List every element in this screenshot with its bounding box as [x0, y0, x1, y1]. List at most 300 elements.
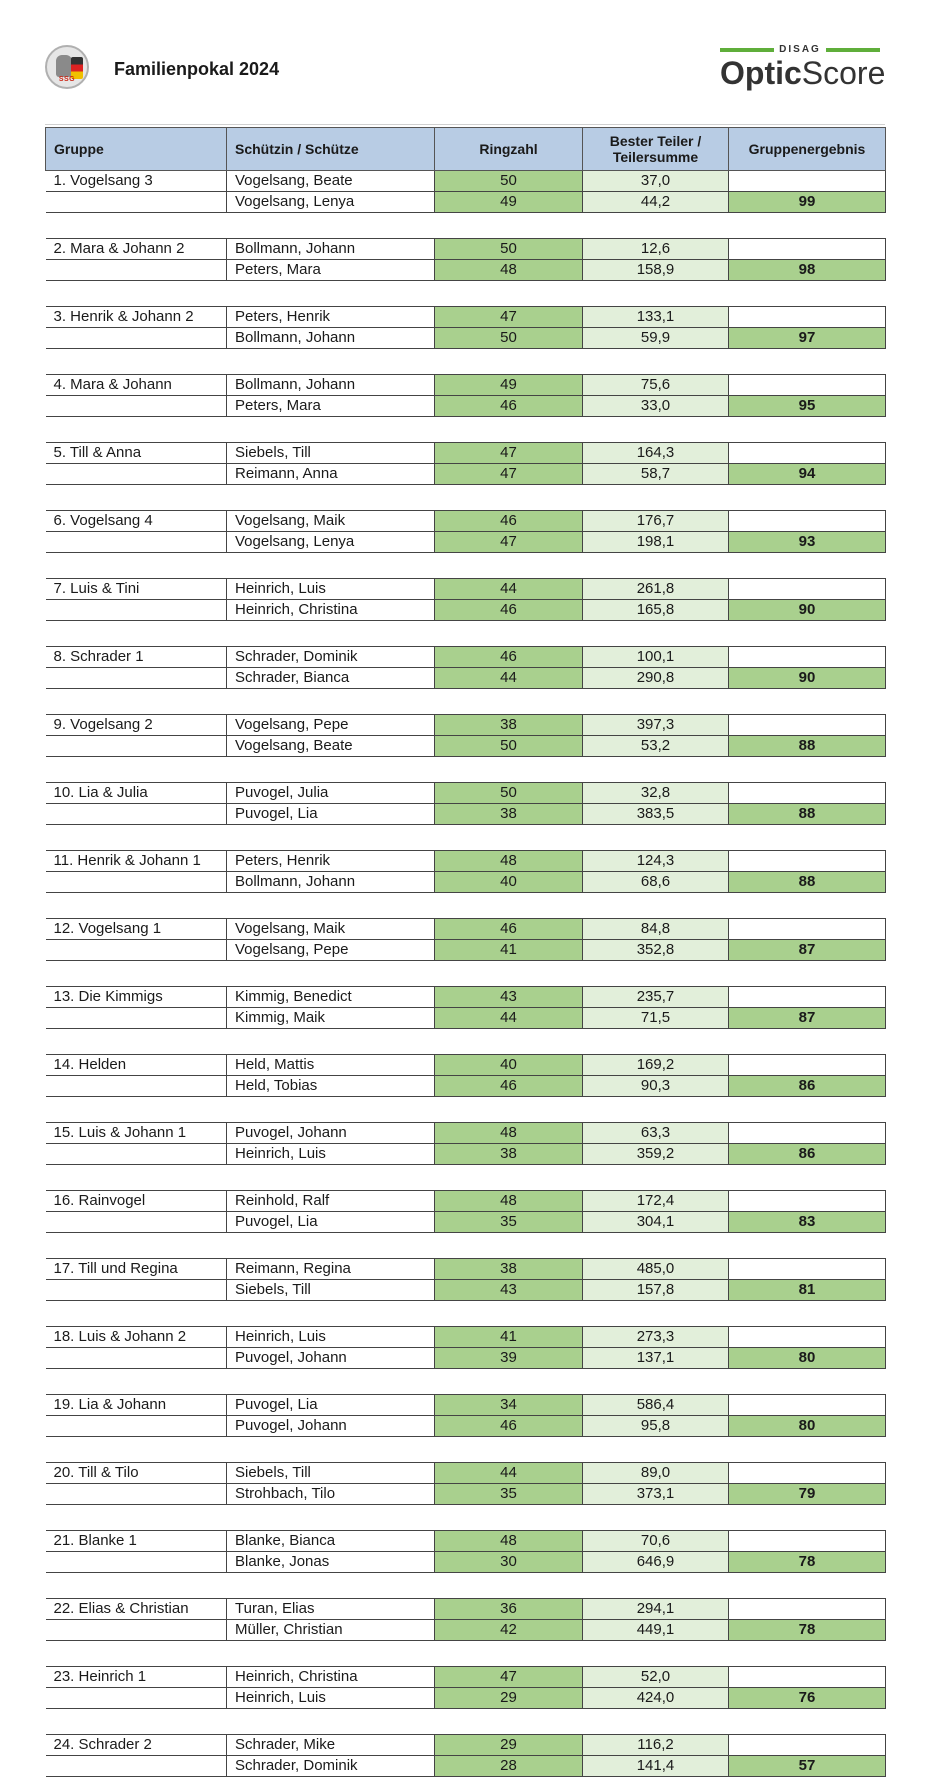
group-name-cell	[46, 192, 227, 213]
table-row	[46, 260, 886, 281]
teiler-cell: 84,8	[583, 919, 729, 940]
teiler-cell: 169,2	[583, 1055, 729, 1076]
table-row	[46, 783, 886, 804]
group-name-cell	[46, 532, 227, 553]
group-result-cell	[729, 443, 886, 464]
teiler-cell: 449,1	[583, 1620, 729, 1641]
group-result-cell	[729, 919, 886, 940]
group-name-cell	[46, 1212, 227, 1233]
group-result-cell: 78	[729, 1552, 886, 1573]
group-name-cell	[46, 1144, 227, 1165]
group-name-cell: 3. Henrik & Johann 2	[46, 307, 227, 328]
shooter-name-cell: Peters, Mara	[227, 260, 435, 281]
group-spacer-cell	[46, 417, 886, 443]
group-name-cell	[46, 1076, 227, 1097]
ringzahl-cell: 35	[435, 1484, 583, 1505]
shooter-name-cell: Reimann, Regina	[227, 1259, 435, 1280]
group-result-cell: 97	[729, 328, 886, 349]
group-name-cell: 16. Rainvogel	[46, 1191, 227, 1212]
table-row	[46, 532, 886, 553]
ringzahl-cell: 44	[435, 668, 583, 689]
group-result-cell: 94	[729, 464, 886, 485]
group-result-cell: 86	[729, 1144, 886, 1165]
table-row	[46, 1055, 886, 1076]
table-row	[46, 940, 886, 961]
group-name-cell: 8. Schrader 1	[46, 647, 227, 668]
ringzahl-cell: 48	[435, 260, 583, 281]
group-name-cell: 2. Mara & Johann 2	[46, 239, 227, 260]
ringzahl-cell: 38	[435, 1144, 583, 1165]
group-spacer-cell	[46, 349, 886, 375]
shooter-name-cell: Müller, Christian	[227, 1620, 435, 1641]
header-divider	[45, 124, 885, 125]
shooter-name-cell: Vogelsang, Beate	[227, 736, 435, 757]
group-spacer	[46, 1097, 886, 1123]
group-result-cell: 88	[729, 804, 886, 825]
group-result-cell: 87	[729, 1008, 886, 1029]
group-result-cell: 88	[729, 872, 886, 893]
ringzahl-cell: 44	[435, 1463, 583, 1484]
group-name-cell: 20. Till & Tilo	[46, 1463, 227, 1484]
shooter-name-cell: Vogelsang, Lenya	[227, 532, 435, 553]
shooter-name-cell: Held, Mattis	[227, 1055, 435, 1076]
table-row	[46, 1735, 886, 1756]
table-row	[46, 851, 886, 872]
teiler-cell: 124,3	[583, 851, 729, 872]
group-result-cell: 81	[729, 1280, 886, 1301]
results-table	[45, 127, 886, 1777]
teiler-cell: 53,2	[583, 736, 729, 757]
shooter-name-cell: Bollmann, Johann	[227, 328, 435, 349]
ringzahl-cell: 35	[435, 1212, 583, 1233]
ringzahl-cell: 50	[435, 328, 583, 349]
group-result-cell: 79	[729, 1484, 886, 1505]
group-spacer	[46, 689, 886, 715]
ringzahl-cell: 41	[435, 1327, 583, 1348]
brand-bar-right	[826, 48, 880, 52]
group-name-cell: 9. Vogelsang 2	[46, 715, 227, 736]
group-result-cell	[729, 1395, 886, 1416]
ringzahl-cell: 40	[435, 1055, 583, 1076]
column-header-teiler	[583, 128, 729, 171]
group-spacer-cell	[46, 213, 886, 239]
group-name-cell	[46, 872, 227, 893]
brand-name-light: Score	[801, 55, 886, 91]
teiler-cell: 58,7	[583, 464, 729, 485]
group-result-cell: 87	[729, 940, 886, 961]
group-name-cell: 7. Luis & Tini	[46, 579, 227, 600]
group-name-cell: 21. Blanke 1	[46, 1531, 227, 1552]
teiler-cell: 116,2	[583, 1735, 729, 1756]
column-header-gruppe: Gruppe	[46, 128, 227, 171]
ringzahl-cell: 46	[435, 600, 583, 621]
group-spacer	[46, 621, 886, 647]
ringzahl-cell: 47	[435, 443, 583, 464]
group-name-cell	[46, 328, 227, 349]
group-spacer-cell	[46, 961, 886, 987]
group-result-cell	[729, 171, 886, 192]
group-result-cell	[729, 579, 886, 600]
table-row	[46, 1123, 886, 1144]
ringzahl-cell: 48	[435, 1123, 583, 1144]
teiler-cell: 397,3	[583, 715, 729, 736]
table-row	[46, 1531, 886, 1552]
group-result-cell: 76	[729, 1688, 886, 1709]
table-header-row	[46, 128, 886, 171]
group-name-cell: 13. Die Kimmigs	[46, 987, 227, 1008]
table-row	[46, 1191, 886, 1212]
group-spacer-cell	[46, 1505, 886, 1531]
shooter-name-cell: Heinrich, Christina	[227, 600, 435, 621]
ringzahl-cell: 28	[435, 1756, 583, 1777]
table-row	[46, 647, 886, 668]
group-name-cell	[46, 736, 227, 757]
shooter-name-cell: Vogelsang, Maik	[227, 919, 435, 940]
group-spacer	[46, 893, 886, 919]
teiler-cell: 424,0	[583, 1688, 729, 1709]
shooter-name-cell: Schrader, Bianca	[227, 668, 435, 689]
column-header-schuetze: Schützin / Schütze	[227, 128, 435, 171]
column-header-ringzahl: Ringzahl	[435, 128, 583, 171]
group-result-cell: 93	[729, 532, 886, 553]
ringzahl-cell: 46	[435, 511, 583, 532]
page-header	[0, 0, 933, 125]
teiler-cell: 304,1	[583, 1212, 729, 1233]
group-name-cell	[46, 600, 227, 621]
group-result-cell	[729, 1055, 886, 1076]
shooter-name-cell: Kimmig, Benedict	[227, 987, 435, 1008]
group-spacer	[46, 213, 886, 239]
teiler-cell: 32,8	[583, 783, 729, 804]
group-spacer-cell	[46, 485, 886, 511]
teiler-cell: 52,0	[583, 1667, 729, 1688]
group-spacer-cell	[46, 1573, 886, 1599]
group-name-cell: 23. Heinrich 1	[46, 1667, 227, 1688]
shooter-name-cell: Vogelsang, Lenya	[227, 192, 435, 213]
page-title: Familienpokal 2024	[114, 59, 280, 79]
shooter-name-cell: Heinrich, Luis	[227, 1327, 435, 1348]
group-result-cell: 80	[729, 1348, 886, 1369]
column-header-teiler-line1: Bester Teiler /	[609, 133, 702, 149]
table-row	[46, 579, 886, 600]
group-result-cell	[729, 1123, 886, 1144]
table-row	[46, 1620, 886, 1641]
table-row	[46, 668, 886, 689]
ringzahl-cell: 30	[435, 1552, 583, 1573]
table-row	[46, 1552, 886, 1573]
group-result-cell: 86	[729, 1076, 886, 1097]
ringzahl-cell: 41	[435, 940, 583, 961]
group-name-cell	[46, 668, 227, 689]
group-spacer-cell	[46, 1233, 886, 1259]
group-result-cell	[729, 1735, 886, 1756]
ringzahl-cell: 38	[435, 1259, 583, 1280]
group-spacer	[46, 1029, 886, 1055]
brand-top-text: DISAG	[779, 44, 821, 55]
group-spacer-cell	[46, 1165, 886, 1191]
shooter-name-cell: Puvogel, Lia	[227, 804, 435, 825]
shooter-name-cell: Puvogel, Johann	[227, 1416, 435, 1437]
teiler-cell: 586,4	[583, 1395, 729, 1416]
table-row	[46, 1327, 886, 1348]
ringzahl-cell: 44	[435, 1008, 583, 1029]
group-name-cell: 10. Lia & Julia	[46, 783, 227, 804]
group-name-cell	[46, 260, 227, 281]
table-row	[46, 1395, 886, 1416]
table-row	[46, 1667, 886, 1688]
shooter-name-cell: Puvogel, Johann	[227, 1348, 435, 1369]
shooter-name-cell: Siebels, Till	[227, 1463, 435, 1484]
teiler-cell: 172,4	[583, 1191, 729, 1212]
ringzahl-cell: 49	[435, 375, 583, 396]
group-name-cell: 17. Till und Regina	[46, 1259, 227, 1280]
teiler-cell: 95,8	[583, 1416, 729, 1437]
group-result-cell: 90	[729, 600, 886, 621]
group-spacer	[46, 1369, 886, 1395]
group-result-cell: 98	[729, 260, 886, 281]
teiler-cell: 359,2	[583, 1144, 729, 1165]
group-name-cell: 6. Vogelsang 4	[46, 511, 227, 532]
shooter-name-cell: Puvogel, Lia	[227, 1212, 435, 1233]
group-name-cell: 14. Helden	[46, 1055, 227, 1076]
group-result-cell: 90	[729, 668, 886, 689]
teiler-cell: 137,1	[583, 1348, 729, 1369]
group-spacer	[46, 1165, 886, 1191]
group-spacer-cell	[46, 1641, 886, 1667]
teiler-cell: 294,1	[583, 1599, 729, 1620]
ringzahl-cell: 48	[435, 1191, 583, 1212]
shooter-name-cell: Peters, Henrik	[227, 851, 435, 872]
group-spacer	[46, 553, 886, 579]
teiler-cell: 12,6	[583, 239, 729, 260]
group-name-cell: 18. Luis & Johann 2	[46, 1327, 227, 1348]
table-row	[46, 919, 886, 940]
shooter-name-cell: Bollmann, Johann	[227, 872, 435, 893]
group-result-cell	[729, 715, 886, 736]
teiler-cell: 165,8	[583, 600, 729, 621]
table-row	[46, 1212, 886, 1233]
teiler-cell: 176,7	[583, 511, 729, 532]
group-spacer-cell	[46, 1369, 886, 1395]
group-spacer-cell	[46, 825, 886, 851]
teiler-cell: 373,1	[583, 1484, 729, 1505]
table-row	[46, 239, 886, 260]
ringzahl-cell: 34	[435, 1395, 583, 1416]
teiler-cell: 485,0	[583, 1259, 729, 1280]
shooter-name-cell: Peters, Mara	[227, 396, 435, 417]
shooter-name-cell: Reinhold, Ralf	[227, 1191, 435, 1212]
group-result-cell	[729, 987, 886, 1008]
group-name-cell	[46, 1416, 227, 1437]
brand-name-bold: Optic	[720, 55, 802, 91]
ringzahl-cell: 47	[435, 532, 583, 553]
brand-logo	[720, 44, 886, 94]
shooter-name-cell: Blanke, Bianca	[227, 1531, 435, 1552]
group-name-cell	[46, 1484, 227, 1505]
shooter-name-cell: Held, Tobias	[227, 1076, 435, 1097]
group-result-cell	[729, 1327, 886, 1348]
group-spacer-cell	[46, 893, 886, 919]
table-row	[46, 1688, 886, 1709]
table-row	[46, 396, 886, 417]
group-spacer-cell	[46, 1097, 886, 1123]
table-row	[46, 1076, 886, 1097]
group-name-cell	[46, 464, 227, 485]
teiler-cell: 383,5	[583, 804, 729, 825]
teiler-cell: 141,4	[583, 1756, 729, 1777]
table-row	[46, 1008, 886, 1029]
ringzahl-cell: 50	[435, 783, 583, 804]
group-result-cell	[729, 511, 886, 532]
shooter-name-cell: Siebels, Till	[227, 443, 435, 464]
group-name-cell: 22. Elias & Christian	[46, 1599, 227, 1620]
teiler-cell: 63,3	[583, 1123, 729, 1144]
group-result-cell	[729, 307, 886, 328]
group-name-cell	[46, 804, 227, 825]
table-row	[46, 1599, 886, 1620]
group-spacer-cell	[46, 1437, 886, 1463]
club-logo	[45, 45, 89, 89]
shooter-name-cell: Heinrich, Luis	[227, 1688, 435, 1709]
group-name-cell: 11. Henrik & Johann 1	[46, 851, 227, 872]
group-name-cell	[46, 1008, 227, 1029]
teiler-cell: 646,9	[583, 1552, 729, 1573]
group-result-cell: 99	[729, 192, 886, 213]
teiler-cell: 290,8	[583, 668, 729, 689]
group-result-cell: 95	[729, 396, 886, 417]
group-spacer	[46, 1641, 886, 1667]
shooter-name-cell: Vogelsang, Maik	[227, 511, 435, 532]
table-row	[46, 1416, 886, 1437]
table-row	[46, 1484, 886, 1505]
teiler-cell: 59,9	[583, 328, 729, 349]
shooter-name-cell: Turan, Elias	[227, 1599, 435, 1620]
shooter-name-cell: Heinrich, Luis	[227, 1144, 435, 1165]
ringzahl-cell: 39	[435, 1348, 583, 1369]
ringzahl-cell: 47	[435, 464, 583, 485]
group-result-cell: 88	[729, 736, 886, 757]
teiler-cell: 44,2	[583, 192, 729, 213]
group-spacer-cell	[46, 1029, 886, 1055]
table-row	[46, 443, 886, 464]
ringzahl-cell: 46	[435, 647, 583, 668]
table-row	[46, 192, 886, 213]
group-name-cell: 24. Schrader 2	[46, 1735, 227, 1756]
brand-name	[720, 55, 885, 91]
teiler-cell: 68,6	[583, 872, 729, 893]
ringzahl-cell: 40	[435, 872, 583, 893]
group-result-cell	[729, 1599, 886, 1620]
group-result-cell	[729, 1463, 886, 1484]
ringzahl-cell: 29	[435, 1688, 583, 1709]
ringzahl-cell: 47	[435, 1667, 583, 1688]
group-spacer-cell	[46, 1709, 886, 1735]
table-row	[46, 171, 886, 192]
group-spacer	[46, 1573, 886, 1599]
group-spacer-cell	[46, 553, 886, 579]
group-spacer	[46, 1709, 886, 1735]
table-row	[46, 375, 886, 396]
group-spacer-cell	[46, 281, 886, 307]
teiler-cell: 235,7	[583, 987, 729, 1008]
group-name-cell: 12. Vogelsang 1	[46, 919, 227, 940]
shooter-name-cell: Puvogel, Lia	[227, 1395, 435, 1416]
table-row	[46, 1259, 886, 1280]
teiler-cell: 198,1	[583, 532, 729, 553]
shooter-name-cell: Kimmig, Maik	[227, 1008, 435, 1029]
ringzahl-cell: 48	[435, 1531, 583, 1552]
table-row	[46, 1348, 886, 1369]
shooter-name-cell: Strohbach, Tilo	[227, 1484, 435, 1505]
group-spacer	[46, 1233, 886, 1259]
table-row	[46, 600, 886, 621]
shooter-name-cell: Puvogel, Julia	[227, 783, 435, 804]
ringzahl-cell: 47	[435, 307, 583, 328]
table-row	[46, 511, 886, 532]
group-name-cell	[46, 1280, 227, 1301]
teiler-cell: 33,0	[583, 396, 729, 417]
shooter-name-cell: Heinrich, Luis	[227, 579, 435, 600]
column-header-teiler-line2: Teilersumme	[612, 149, 699, 165]
ringzahl-cell: 50	[435, 736, 583, 757]
shooter-name-cell: Bollmann, Johann	[227, 239, 435, 260]
group-spacer	[46, 485, 886, 511]
teiler-cell: 37,0	[583, 171, 729, 192]
shooter-name-cell: Heinrich, Christina	[227, 1667, 435, 1688]
shooter-name-cell: Puvogel, Johann	[227, 1123, 435, 1144]
teiler-cell: 352,8	[583, 940, 729, 961]
ringzahl-cell: 36	[435, 1599, 583, 1620]
teiler-cell: 90,3	[583, 1076, 729, 1097]
group-result-cell	[729, 1191, 886, 1212]
ringzahl-cell: 49	[435, 192, 583, 213]
group-result-cell	[729, 783, 886, 804]
ringzahl-cell: 43	[435, 987, 583, 1008]
table-row	[46, 464, 886, 485]
club-logo-text: SSG	[58, 76, 76, 83]
results-body	[46, 171, 886, 1777]
ringzahl-cell: 43	[435, 1280, 583, 1301]
teiler-cell: 75,6	[583, 375, 729, 396]
shooter-name-cell: Vogelsang, Pepe	[227, 940, 435, 961]
group-name-cell	[46, 1688, 227, 1709]
shooter-name-cell: Schrader, Dominik	[227, 647, 435, 668]
group-name-cell	[46, 1620, 227, 1641]
table-row	[46, 1463, 886, 1484]
column-header-ergebnis: Gruppenergebnis	[729, 128, 886, 171]
shooter-name-cell: Siebels, Till	[227, 1280, 435, 1301]
teiler-cell: 89,0	[583, 1463, 729, 1484]
ringzahl-cell: 38	[435, 804, 583, 825]
group-name-cell: 19. Lia & Johann	[46, 1395, 227, 1416]
ringzahl-cell: 46	[435, 1416, 583, 1437]
ringzahl-cell: 42	[435, 1620, 583, 1641]
group-name-cell	[46, 1348, 227, 1369]
ringzahl-cell: 44	[435, 579, 583, 600]
table-row	[46, 715, 886, 736]
group-name-cell: 4. Mara & Johann	[46, 375, 227, 396]
group-spacer-cell	[46, 689, 886, 715]
group-spacer	[46, 281, 886, 307]
group-spacer-cell	[46, 1301, 886, 1327]
ringzahl-cell: 48	[435, 851, 583, 872]
group-spacer	[46, 1437, 886, 1463]
group-result-cell	[729, 239, 886, 260]
brand-bar-left	[720, 48, 774, 52]
group-spacer	[46, 1505, 886, 1531]
table-row	[46, 804, 886, 825]
group-result-cell: 78	[729, 1620, 886, 1641]
